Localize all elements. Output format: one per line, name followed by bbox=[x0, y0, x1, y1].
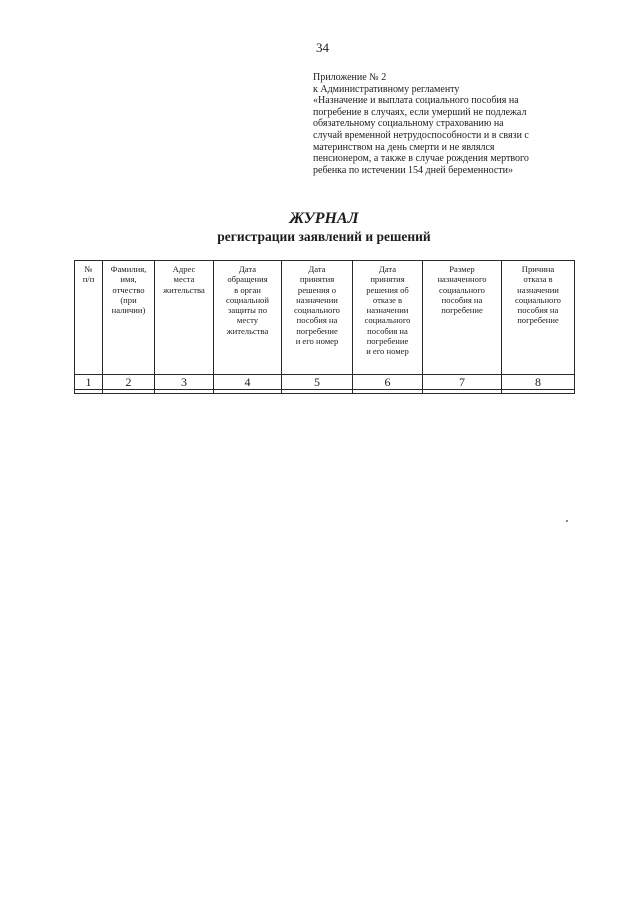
header-line: Причина bbox=[521, 264, 555, 274]
annex-line: обязательному социальному страхованию на bbox=[313, 118, 504, 130]
header-line: п/п bbox=[82, 274, 95, 285]
table-cell bbox=[353, 390, 423, 394]
header-line: назначении bbox=[296, 294, 338, 305]
column-header bbox=[155, 261, 214, 375]
header-line: Дата bbox=[308, 264, 326, 274]
header-line: жительства bbox=[226, 325, 269, 336]
header-line: погребение bbox=[296, 325, 338, 336]
header-line: места bbox=[173, 274, 195, 285]
header-line: принятия bbox=[370, 274, 405, 285]
annex-line: материнством на день смерти и не являлся bbox=[313, 141, 495, 153]
annex-line: «Назначение и выплата социального пособия на bbox=[313, 95, 519, 107]
annex-line: ребенка по истечении 154 дней беременности» bbox=[313, 164, 513, 176]
header-line: в орган bbox=[234, 284, 261, 295]
table-number-row bbox=[75, 375, 575, 390]
header-line: социального bbox=[364, 315, 411, 326]
table-cell bbox=[75, 390, 103, 394]
column-number: 4 bbox=[214, 375, 282, 390]
column-header bbox=[353, 261, 423, 375]
annex-header bbox=[313, 72, 583, 176]
header-line: решения о bbox=[297, 284, 337, 295]
table-header-row bbox=[75, 261, 575, 375]
table-cell bbox=[282, 390, 353, 394]
header-line: месту bbox=[236, 315, 259, 326]
header-line: защиты по bbox=[228, 305, 267, 316]
header-line: отчество bbox=[112, 284, 145, 295]
annex-line: пенсионером, а также в случае рождения мертвого bbox=[313, 153, 529, 165]
header-line: наличии) bbox=[111, 305, 146, 316]
column-header bbox=[502, 261, 575, 375]
header-line: Дата bbox=[238, 264, 257, 274]
table-cell bbox=[155, 390, 214, 394]
header-line: Адрес bbox=[172, 264, 196, 274]
annex-line: погребение в случаях, если умерший не подлежал bbox=[313, 106, 527, 118]
annex-line: Приложение № 2 bbox=[313, 72, 387, 83]
header-line: обращения bbox=[227, 274, 268, 285]
column-number: 6 bbox=[353, 375, 423, 390]
column-header bbox=[423, 261, 502, 375]
column-header bbox=[214, 261, 282, 375]
header-line: пособия на bbox=[296, 315, 338, 326]
header-line: погребение bbox=[441, 305, 483, 316]
header-line: социального bbox=[515, 294, 561, 305]
header-line: погребение bbox=[366, 336, 409, 347]
document-title: ЖУРНАЛ bbox=[289, 210, 359, 227]
register-table bbox=[74, 260, 575, 394]
page-number: 34 bbox=[316, 40, 329, 55]
header-line: пособия на bbox=[367, 325, 408, 336]
header-line: назначенного bbox=[437, 274, 487, 285]
header-line: принятия bbox=[299, 274, 335, 285]
table-empty-row bbox=[75, 390, 575, 394]
scan-speck bbox=[566, 520, 568, 522]
header-line: Фамилия, bbox=[110, 264, 147, 274]
column-number: 1 bbox=[75, 375, 103, 390]
annex-line: случай временной нетрудоспособности и в связи с bbox=[313, 129, 529, 141]
header-line: пособия на bbox=[441, 294, 483, 305]
column-number: 5 bbox=[282, 375, 353, 390]
header-line: погребение bbox=[517, 315, 559, 326]
annex-line: к Административному регламенту bbox=[313, 83, 460, 95]
column-number: 7 bbox=[423, 375, 502, 390]
header-line: назначении bbox=[517, 284, 559, 295]
header-line: Дата bbox=[378, 264, 397, 274]
document-subtitle: регистрации заявлений и решений bbox=[217, 229, 431, 244]
column-header bbox=[282, 261, 353, 375]
table-cell bbox=[214, 390, 282, 394]
header-line: имя, bbox=[120, 274, 137, 285]
header-line: отказе в bbox=[372, 294, 403, 305]
column-header bbox=[75, 261, 103, 375]
column-number: 2 bbox=[103, 375, 155, 390]
header-line: и его номер bbox=[366, 346, 409, 357]
header-line: жительства bbox=[163, 284, 205, 295]
header-line: Размер bbox=[449, 264, 475, 274]
table-cell bbox=[423, 390, 502, 394]
header-line: социального bbox=[439, 284, 485, 295]
column-number: 3 bbox=[155, 375, 214, 390]
header-line: (при bbox=[120, 294, 137, 305]
column-header bbox=[103, 261, 155, 375]
header-line: социального bbox=[294, 305, 340, 316]
column-number: 8 bbox=[502, 375, 575, 390]
table-cell bbox=[502, 390, 575, 394]
header-line: назначении bbox=[366, 305, 409, 316]
header-line: № bbox=[84, 264, 93, 274]
table-cell bbox=[103, 390, 155, 394]
header-line: решения об bbox=[366, 284, 409, 295]
header-line: социальной bbox=[226, 294, 269, 305]
header-line: отказа в bbox=[523, 274, 553, 285]
header-line: и его номер bbox=[295, 336, 339, 347]
header-line: пособия на bbox=[517, 305, 559, 316]
